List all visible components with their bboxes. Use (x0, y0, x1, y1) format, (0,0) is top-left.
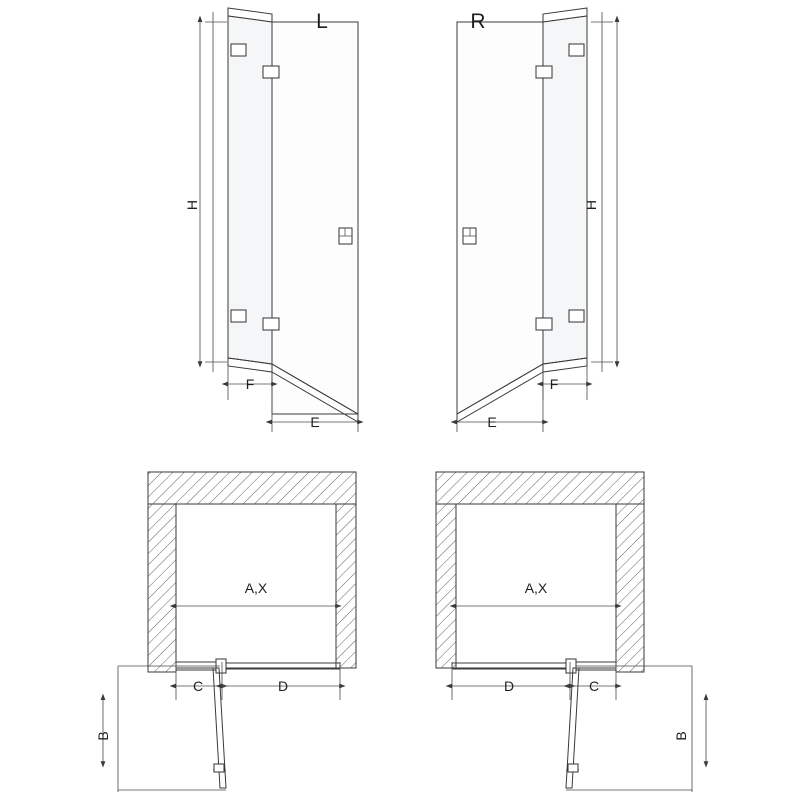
door-handle-icon (339, 228, 352, 244)
plan-left-group (95, 472, 356, 792)
elevation-right-group (457, 8, 617, 432)
height-label-right: H (583, 199, 599, 211)
fixed-panel-label-left: F (245, 376, 255, 392)
door-label-left: E (310, 414, 320, 430)
depth-label-plan-right: B (673, 731, 689, 741)
fixed-panel-label-right: F (549, 376, 559, 392)
overall-label-plan-left: A,X (244, 580, 268, 596)
depth-label-plan-left: B (95, 731, 111, 741)
overall-label-plan-right: A,X (524, 580, 548, 596)
wall-hatch-icon (148, 472, 356, 672)
door-handle-icon (463, 228, 476, 244)
wall-hatch-icon (436, 472, 644, 672)
variant-label-right: R (470, 10, 486, 33)
plan-right-group (436, 472, 706, 792)
variant-label-left: L (316, 10, 328, 33)
door-label-plan-right: D (503, 678, 515, 694)
fixed-label-plan-right: C (588, 678, 600, 694)
fixed-label-plan-left: C (192, 678, 204, 694)
elevation-left-group (184, 8, 358, 432)
door-label-plan-left: D (277, 678, 289, 694)
door-label-right: E (487, 414, 497, 430)
height-label-left: H (184, 199, 200, 211)
